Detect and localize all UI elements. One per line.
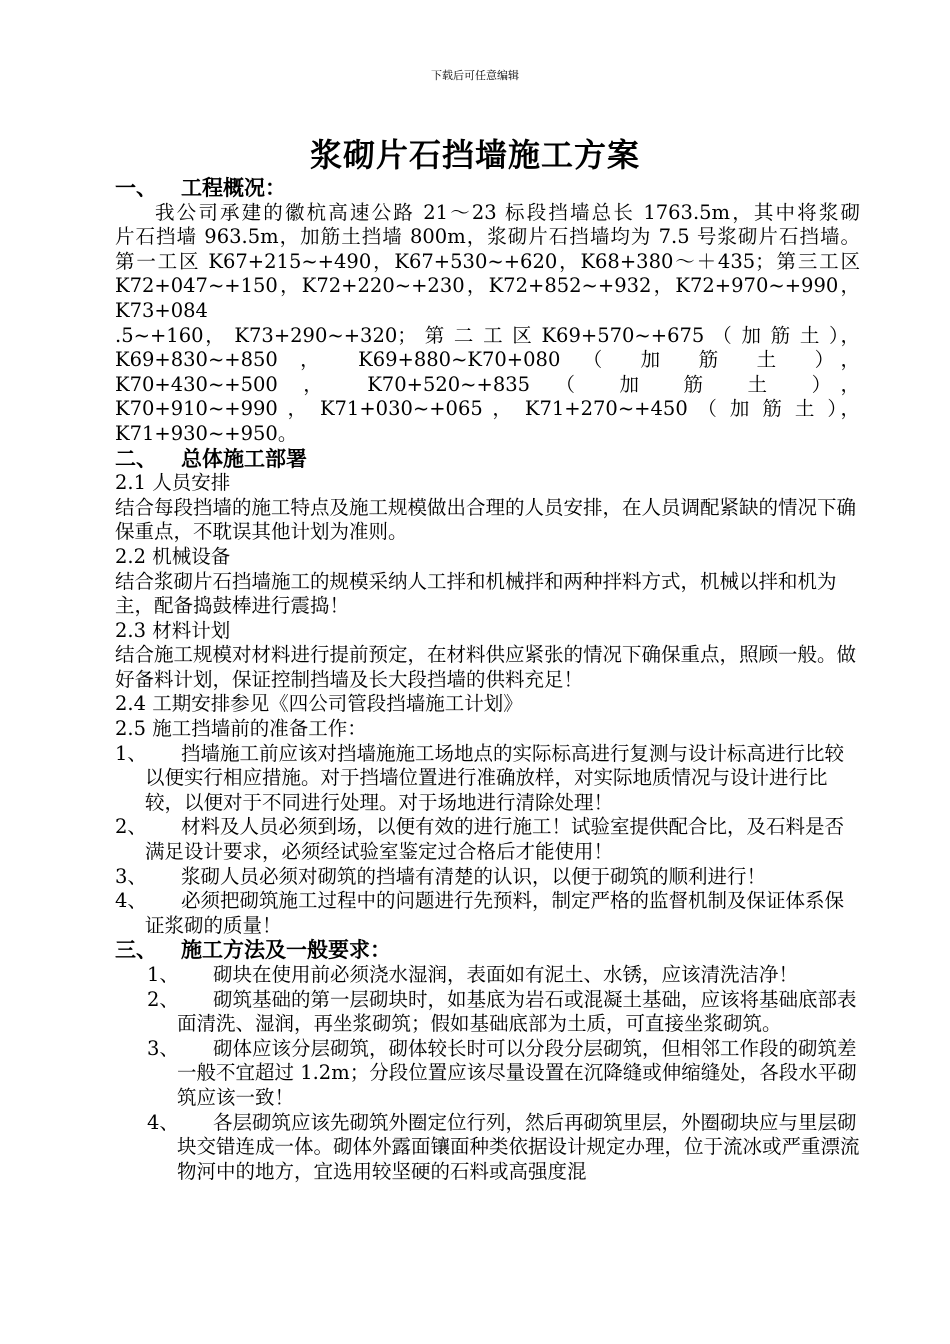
subsection-heading: 2.2 机械设备 [115,544,231,568]
section-2-heading: 二、 总体施工部署 [115,445,307,471]
subsection-heading: 2.3 材料计划 [115,618,231,642]
overview-line: K70+910~+990 ， K71+030~+065 ， K71+270~+450 （ 加 筋 土 ）， [115,397,860,421]
list-item: 1、 挡墙施工前应该对挡墙施施工场地点的实际标高进行复测与设计标高进行比较以便实行相应措施。对于挡墙位置进行准确放样，对实际地质情况与设计进行比较，以便对于不同进行处理。对于场地进行清除处理！ [115,741,845,814]
subsection-heading: 2.4 工期安排参见《四公司管段挡墙施工计划》 [115,692,523,716]
section-3-heading: 三、 施工方法及一般要求： [115,937,391,963]
list-item: 3、 砌体应该分层砌筑，砌体较长时可以分段分层砌筑，但相邻工作段的砌筑差一般不宜超过 1.2m；分段位置应该尽量设置在沉降缝或伸缩缝处，各段水平砌筑应该一致！ [147,1036,857,1109]
subsection-heading: 2.5 施工挡墙前的准备工作： [115,717,367,741]
overview-line: 我公司承建的徽杭高速公路 21～23 标段挡墙总长 1763.5m，其中将浆砌 [155,200,860,224]
list-item: 1、 砌块在使用前必须浇水湿润，表面如有泥土、水锈，应该清洗洁净！ [147,963,799,986]
document-body [115,176,860,1184]
overview-line: K72+047~+150，K72+220~+230，K72+852~+932，K72+970~+990，K73+084 [115,274,860,322]
paragraph: 结合每段挡墙的施工特点及施工规模做出合理的人员安排，在人员调配紧缺的情况下确保重点，不耽误其他计划为准则。 [115,495,857,544]
overview-line: .5~+160， K73+290~+320； 第 二 工 区 K69+570~+675 （ 加 筋 土 ）， [115,323,860,347]
document-title: 浆砌片石挡墙施工方案 [309,136,640,174]
overview-line: K71+930~+950。 [115,421,298,445]
overview-line: K70+430~+500 ， K70+520~+835 （ 加 筋 土 ）， [115,372,860,396]
subsection-heading: 2.1 人员安排 [115,471,231,495]
list-item: 4、 各层砌筑应该先砌筑外圈定位行列，然后再砌筑里层，外圈砌块应与里层砌块交错连成一体。砌体外露面镶面种类依据设计规定办理，位于流冰或严重漂流物河中的地方，宜选用较坚硬的石料或高强度混 [147,1110,860,1183]
paragraph: 结合浆砌片石挡墙施工的规模采纳人工拌和机械拌和两种拌料方式，机械以拌和机为主，配备捣鼓棒进行震捣！ [115,569,837,618]
list-item: 3、 浆砌人员必须对砌筑的挡墙有清楚的认识，以便于砌筑的顺利进行！ [115,864,767,888]
overview-line: 第一工区 K67+215~+490，K67+530~+620，K68+380～＋435；第三工区 [115,249,860,273]
list-item: 2、 材料及人员必须到场，以便有效的进行施工！试验室提供配合比，及石料是否满足设计要求，必须经试验室鉴定过合格后才能使用！ [115,815,845,864]
overview-line: K69+830~+850 ， K69+880~K70+080 （ 加 筋 土 ）， [115,348,860,372]
section-1-heading: 一、 工程概况： [115,175,286,200]
list-item: 2、 砌筑基础的第一层砌块时，如基底为岩石或混凝土基础，应该将基础底部表面清洗、湿润，再坐浆砌筑；假如基础底部为土质，可直接坐浆砌筑。 [147,987,857,1036]
overview-line: 片石挡墙 963.5m，加筋土挡墙 800m，浆砌片石挡墙均为 7.5 号浆砌片石挡墙。 [115,225,860,249]
list-item: 4、 必须把砌筑施工过程中的问题进行先预料，制定严格的监督机制及保证体系保证浆砌的质量！ [115,889,845,937]
paragraph: 结合施工规模对材料进行提前预定，在材料供应紧张的情况下确保重点，照顾一般。做好备料计划，保证控制挡墙及长大段挡墙的供料充足！ [115,643,857,691]
page-header: 下载后可任意编辑 [431,69,519,82]
